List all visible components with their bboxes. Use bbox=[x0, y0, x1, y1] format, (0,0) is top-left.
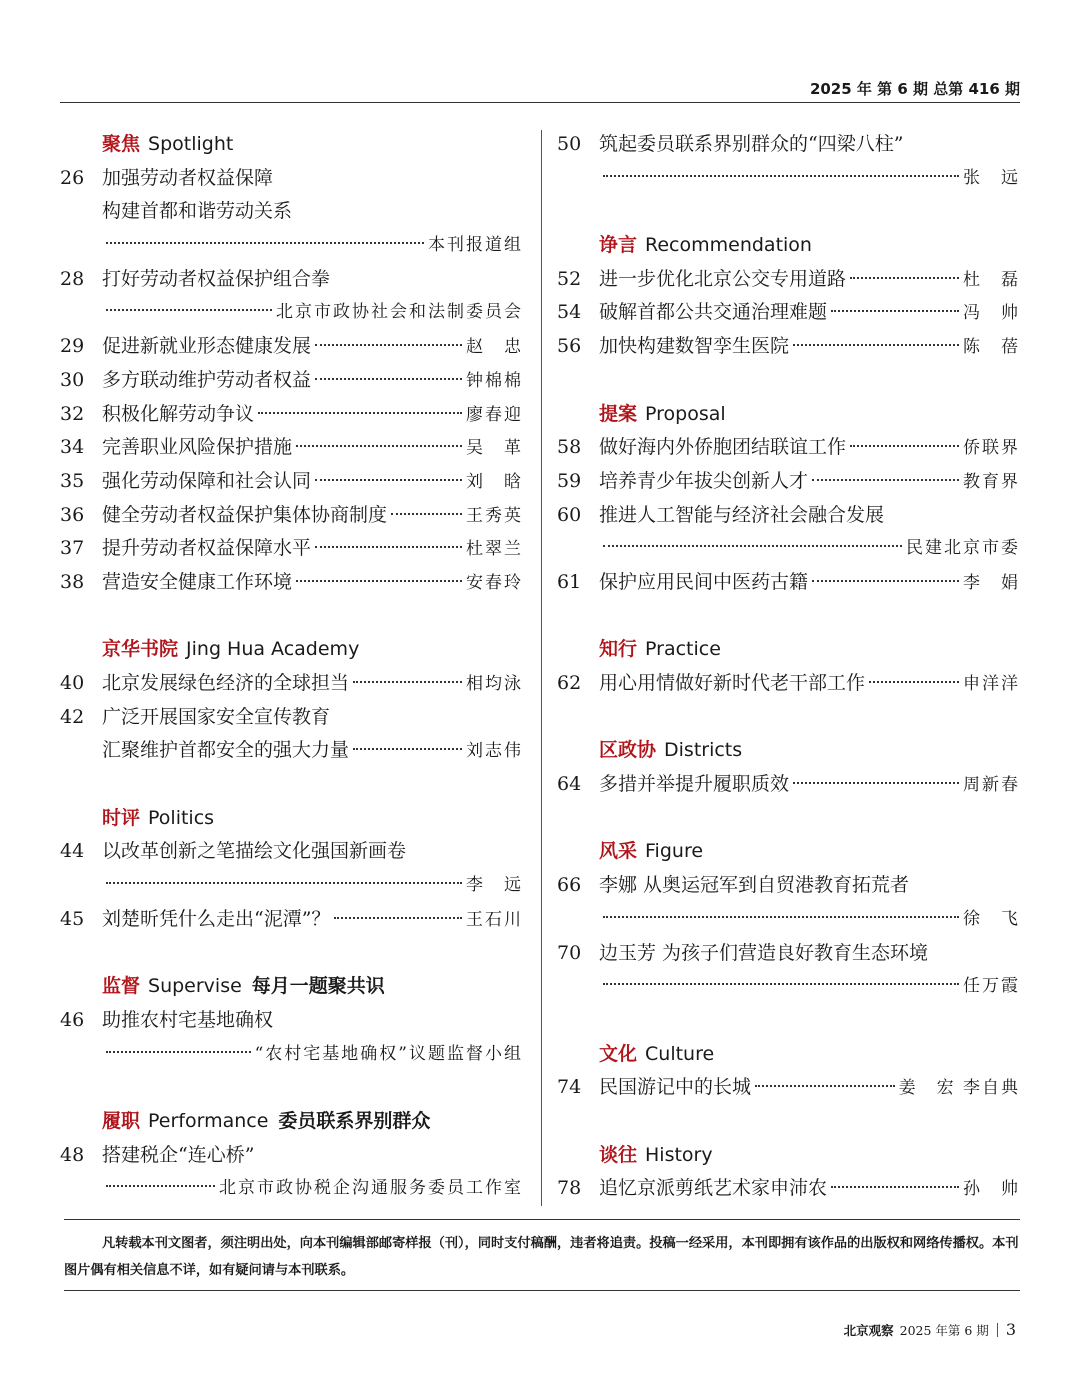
toc-page-number: 45 bbox=[60, 907, 85, 930]
toc-page-number: 70 bbox=[557, 941, 582, 964]
section-heading bbox=[557, 835, 1020, 869]
toc-author: 杜翠兰 bbox=[466, 539, 523, 560]
toc-entry[interactable] bbox=[60, 398, 523, 432]
section-heading bbox=[60, 633, 523, 667]
toc-page-number: 59 bbox=[557, 469, 582, 492]
toc-article-title: 广泛开展国家安全宣传教育 bbox=[102, 705, 331, 728]
toc-page-number: 30 bbox=[60, 368, 85, 391]
section-title-en: History bbox=[645, 1143, 713, 1166]
toc-entry[interactable] bbox=[60, 1139, 523, 1173]
copyright-notice: 凡转载本刊文图者，须注明出处，向本刊编辑部邮寄样报（刊），同时支付稿酬，违者将追责。投稿一经采用，本刊即拥有该作品的出版权和网络传播权。本刊图片偶有相关信息不详，如有疑问请与本刊联系。 bbox=[64, 1236, 1019, 1278]
toc-author: 北京市政协税企沟通服务委员工作室 bbox=[219, 1178, 523, 1199]
toc-entry-body bbox=[102, 903, 523, 938]
section-spacer bbox=[60, 1071, 523, 1105]
toc-article-title: 进一步优化北京公交专用道路 bbox=[599, 267, 847, 290]
toc-entry-body bbox=[599, 768, 1020, 803]
toc-article-title: 民国游记中的长城 bbox=[599, 1076, 752, 1099]
toc-author: 刘志伟 bbox=[466, 741, 523, 762]
toc-author: 本刊报道组 bbox=[428, 235, 523, 256]
dot-leader bbox=[793, 782, 959, 784]
section-title-cn: 风采 bbox=[599, 840, 638, 863]
toc-article-title: 健全劳动者权益保护集体协商制度 bbox=[102, 503, 388, 526]
section-spacer bbox=[557, 1004, 1020, 1038]
toc-page-number: 54 bbox=[557, 301, 582, 324]
toc-article-title: 助推农村宅基地确权 bbox=[102, 1008, 274, 1031]
section-spacer bbox=[557, 701, 1020, 735]
toc-page-number: 44 bbox=[60, 840, 85, 863]
toc-entry-body bbox=[102, 263, 523, 297]
toc-entry[interactable] bbox=[60, 229, 523, 263]
toc-article-title: 多措并举提升履职质效 bbox=[599, 773, 790, 796]
toc-article-title: 做好海内外侨胞团结联谊工作 bbox=[599, 436, 847, 459]
toc-author: 李 远 bbox=[466, 875, 523, 896]
footer-separator bbox=[997, 1323, 998, 1337]
toc-article-title: 促进新就业形态健康发展 bbox=[102, 335, 312, 358]
toc-entry[interactable] bbox=[557, 465, 1020, 499]
toc-article-title: 强化劳动保障和社会认同 bbox=[102, 469, 312, 492]
section-heading bbox=[557, 633, 1020, 667]
toc-entry-body bbox=[102, 1038, 523, 1072]
toc-author: 李 娟 bbox=[963, 572, 1020, 593]
toc-author: 钟棉棉 bbox=[466, 370, 523, 391]
toc-entry[interactable] bbox=[557, 296, 1020, 330]
toc-entry[interactable] bbox=[557, 970, 1020, 1004]
toc-page-number: 37 bbox=[60, 537, 85, 560]
toc-entry[interactable] bbox=[557, 499, 1020, 533]
toc-entry-body bbox=[102, 431, 523, 466]
toc-left-column bbox=[60, 128, 523, 1206]
toc-author: 姜 宏 李自典 bbox=[898, 1078, 1020, 1099]
toc-entry-body bbox=[102, 162, 523, 196]
toc-author: 陈 蓓 bbox=[963, 337, 1020, 358]
section-title-cn: 聚焦 bbox=[102, 133, 141, 155]
toc-entry[interactable] bbox=[557, 128, 1020, 162]
section-title-cn: 提案 bbox=[599, 402, 638, 425]
toc-entry[interactable] bbox=[557, 566, 1020, 600]
section-title-cn: 京华书院 bbox=[102, 638, 179, 661]
dot-leader bbox=[603, 916, 959, 918]
toc-article-title: 边玉芳 为孩子们营造良好教育生态环境 bbox=[599, 941, 929, 964]
toc-page-number: 61 bbox=[557, 570, 582, 593]
toc-author: 任万霞 bbox=[963, 976, 1020, 997]
toc-article-title: 汇聚维护首都安全的强大力量 bbox=[102, 739, 350, 762]
toc-entry[interactable] bbox=[557, 431, 1020, 465]
toc-author: 孙 帅 bbox=[963, 1179, 1020, 1200]
toc-entry-body bbox=[102, 364, 523, 399]
dot-leader bbox=[106, 1051, 251, 1053]
toc-entry[interactable] bbox=[557, 667, 1020, 701]
toc-entry-body bbox=[599, 431, 1020, 466]
toc-entry-body bbox=[102, 1172, 523, 1206]
dot-leader bbox=[603, 983, 959, 985]
section-heading bbox=[557, 1038, 1020, 1072]
toc-author: 杜 磊 bbox=[963, 269, 1020, 290]
toc-author: 相均泳 bbox=[466, 674, 523, 694]
toc-page-number: 26 bbox=[60, 166, 85, 189]
section-heading bbox=[60, 1105, 523, 1139]
toc-article-title: 提升劳动者权益保障水平 bbox=[102, 537, 312, 560]
dot-leader bbox=[315, 344, 462, 346]
toc-entry[interactable] bbox=[60, 835, 523, 869]
toc-page-number: 42 bbox=[60, 705, 85, 728]
dot-leader bbox=[850, 277, 959, 279]
section-title-cn: 谈往 bbox=[599, 1143, 638, 1166]
dot-leader bbox=[850, 445, 959, 447]
toc-author: 王秀英 bbox=[466, 505, 523, 526]
section-heading bbox=[60, 802, 523, 836]
dot-leader bbox=[315, 479, 462, 481]
toc-author: 廖春迎 bbox=[466, 404, 523, 425]
dot-leader bbox=[315, 378, 462, 380]
toc-article-title: 营造安全健康工作环境 bbox=[102, 570, 293, 593]
toc-right-column bbox=[557, 128, 1020, 1206]
notice-bottom-rule bbox=[64, 1290, 1020, 1291]
toc-page-number: 56 bbox=[557, 335, 582, 358]
toc-entry[interactable] bbox=[557, 1172, 1020, 1206]
page-footer bbox=[844, 1320, 1016, 1339]
toc-author: 吴 革 bbox=[466, 438, 523, 459]
top-rule bbox=[60, 102, 1020, 103]
toc-entry[interactable] bbox=[60, 1038, 523, 1072]
toc-article-title: 加强劳动者权益保障 bbox=[102, 166, 274, 189]
toc-entry[interactable] bbox=[60, 532, 523, 566]
toc-entry[interactable] bbox=[60, 734, 523, 768]
toc-article-title: 构建首都和谐劳动关系 bbox=[102, 200, 293, 223]
toc-author: 民建北京市委 bbox=[906, 538, 1020, 559]
toc-entry-body bbox=[102, 869, 523, 903]
toc-article-title: 北京发展绿色经济的全球担当 bbox=[102, 672, 350, 694]
dot-leader bbox=[831, 1186, 959, 1188]
toc-entry-body bbox=[599, 532, 1020, 566]
section-title-cn: 监督 bbox=[102, 975, 141, 998]
toc-article-title: 破解首都公共交通治理难题 bbox=[599, 301, 828, 324]
dot-leader bbox=[831, 310, 959, 312]
toc-entry-body bbox=[102, 398, 523, 433]
toc-entry-body bbox=[102, 1004, 523, 1038]
section-spacer bbox=[60, 768, 523, 802]
dot-leader bbox=[353, 681, 462, 683]
toc-entry-body bbox=[102, 229, 523, 263]
dot-leader bbox=[106, 242, 424, 244]
section-title-cn: 履职 bbox=[102, 1109, 141, 1132]
notice-top-rule bbox=[64, 1219, 1020, 1220]
toc-entry-body bbox=[599, 903, 1020, 937]
section-subtitle: 每月一题聚共识 bbox=[251, 975, 385, 998]
toc-page-number: 60 bbox=[557, 503, 582, 526]
toc-entry-body bbox=[102, 835, 523, 869]
dot-leader bbox=[391, 513, 462, 515]
toc-entry-body bbox=[599, 263, 1020, 298]
toc-entry[interactable] bbox=[60, 566, 523, 600]
toc-entry[interactable] bbox=[60, 162, 523, 196]
dot-leader bbox=[296, 580, 462, 582]
section-title-en: Jing Hua Academy bbox=[186, 638, 360, 661]
toc-entry-body bbox=[102, 566, 523, 601]
dot-leader bbox=[353, 748, 462, 750]
footer-issue: 2025 年第 6 期 bbox=[899, 1322, 989, 1338]
toc-entry-body bbox=[599, 465, 1020, 500]
toc-entry-body bbox=[102, 701, 523, 735]
dot-leader bbox=[106, 309, 272, 311]
section-spacer bbox=[557, 364, 1020, 398]
toc-author: 张 远 bbox=[963, 167, 1020, 188]
section-spacer bbox=[60, 600, 523, 634]
section-title-en: Supervise bbox=[148, 975, 242, 998]
toc-entry[interactable] bbox=[60, 296, 523, 330]
toc-author: 申洋洋 bbox=[963, 674, 1020, 694]
section-spacer bbox=[557, 600, 1020, 634]
toc-page-number: 38 bbox=[60, 570, 85, 593]
toc-entry[interactable] bbox=[557, 330, 1020, 364]
toc-author: 赵 忠 bbox=[466, 337, 523, 358]
toc-entry-body bbox=[599, 566, 1020, 601]
toc-article-title: 培养青少年拔尖创新人才 bbox=[599, 469, 809, 492]
toc-page-number: 52 bbox=[557, 267, 582, 290]
toc-entry[interactable] bbox=[60, 431, 523, 465]
toc-entry[interactable] bbox=[557, 263, 1020, 297]
toc-entry[interactable] bbox=[60, 364, 523, 398]
toc-entry-body bbox=[102, 330, 523, 365]
section-spacer bbox=[60, 937, 523, 971]
toc-article-title: 用心用情做好新时代老干部工作 bbox=[599, 672, 866, 694]
section-subtitle: 委员联系界别群众 bbox=[278, 1109, 431, 1132]
section-spacer bbox=[557, 195, 1020, 229]
toc-article-title: 李娜 从奥运冠军到自贸港教育拓荒者 bbox=[599, 874, 910, 897]
section-title-en: Spotlight bbox=[148, 133, 234, 155]
toc-page-number: 36 bbox=[60, 503, 85, 526]
section-spacer bbox=[557, 802, 1020, 836]
toc-entry-body bbox=[599, 937, 1020, 971]
toc-article-title: 打好劳动者权益保护组合拳 bbox=[102, 267, 331, 290]
toc-author: 教育界 bbox=[963, 471, 1020, 492]
section-title-en: Figure bbox=[645, 840, 704, 863]
toc-article-title: 推进人工智能与经济社会融合发展 bbox=[599, 503, 885, 526]
toc-entry[interactable] bbox=[60, 1004, 523, 1038]
dot-leader bbox=[755, 1085, 895, 1087]
section-heading bbox=[557, 398, 1020, 432]
toc-page-number: 35 bbox=[60, 469, 85, 492]
column-divider bbox=[541, 130, 542, 1206]
toc-entry[interactable] bbox=[557, 1071, 1020, 1105]
toc-entry-body bbox=[599, 1071, 1020, 1106]
dot-leader bbox=[315, 546, 462, 548]
toc-entry-body bbox=[102, 1139, 523, 1173]
toc-entry-body bbox=[599, 296, 1020, 331]
toc-entry-body bbox=[102, 296, 523, 330]
toc-article-title: 积极化解劳动争议 bbox=[102, 402, 255, 425]
issue-header: 2025 年 第 6 期 总第 416 期 bbox=[809, 80, 1020, 98]
toc-author: “农村宅基地确权”议题监督小组 bbox=[254, 1043, 523, 1064]
dot-leader bbox=[603, 175, 959, 177]
toc-page-number: 46 bbox=[60, 1008, 85, 1031]
toc-entry-body bbox=[599, 499, 1020, 533]
toc-page-number: 74 bbox=[557, 1076, 582, 1099]
toc-author: 侨联界 bbox=[963, 438, 1020, 459]
toc-article-title: 筑起委员联系界别群众的“四梁八柱” bbox=[599, 133, 904, 155]
toc-page-number: 66 bbox=[557, 874, 582, 897]
toc-entry-body bbox=[102, 734, 523, 769]
toc-entry[interactable] bbox=[60, 330, 523, 364]
toc-entry[interactable] bbox=[60, 195, 523, 229]
toc-page-number: 29 bbox=[60, 335, 85, 358]
toc-page-number: 62 bbox=[557, 672, 582, 694]
toc-page-number: 78 bbox=[557, 1177, 582, 1200]
toc-author: 安春玲 bbox=[466, 572, 523, 593]
toc-entry[interactable] bbox=[557, 768, 1020, 802]
toc-entry[interactable] bbox=[557, 162, 1020, 196]
section-title-cn: 知行 bbox=[599, 638, 638, 661]
toc-author: 冯 帅 bbox=[963, 303, 1020, 324]
section-title-cn: 区政协 bbox=[599, 739, 657, 762]
section-title-en: Districts bbox=[664, 739, 743, 762]
toc-author: 刘 晗 bbox=[466, 471, 523, 492]
toc-page-number: 32 bbox=[60, 402, 85, 425]
toc-entry-body bbox=[102, 195, 523, 229]
dot-leader bbox=[793, 344, 959, 346]
toc-entry[interactable] bbox=[557, 532, 1020, 566]
footer-page-number: 3 bbox=[1005, 1320, 1016, 1339]
toc-entry[interactable] bbox=[60, 499, 523, 533]
toc-entry-body bbox=[102, 532, 523, 567]
toc-article-title: 追忆京派剪纸艺术家申沛农 bbox=[599, 1177, 828, 1200]
toc-entry-body bbox=[599, 330, 1020, 365]
section-heading bbox=[557, 1139, 1020, 1173]
section-title-en: Proposal bbox=[645, 402, 726, 425]
section-heading bbox=[60, 970, 523, 1004]
footer-magazine-name: 北京观察 bbox=[843, 1322, 894, 1338]
dot-leader bbox=[258, 412, 462, 414]
toc-article-title: 保护应用民间中医药古籍 bbox=[599, 570, 809, 593]
toc-page-number: 50 bbox=[557, 133, 582, 155]
toc-entry[interactable] bbox=[557, 869, 1020, 903]
toc-page-number: 34 bbox=[60, 436, 85, 459]
toc-author: 北京市政协社会和法制委员会 bbox=[276, 302, 523, 323]
section-title-en: Performance bbox=[148, 1109, 269, 1132]
toc-entry-body bbox=[599, 128, 1020, 162]
toc-entry[interactable] bbox=[60, 465, 523, 499]
toc-entry[interactable] bbox=[557, 937, 1020, 971]
toc-entry[interactable] bbox=[60, 869, 523, 903]
toc-article-title: 以改革创新之笔描绘文化强国新画卷 bbox=[102, 840, 407, 863]
section-heading bbox=[557, 229, 1020, 263]
toc-article-title: 多方联动维护劳动者权益 bbox=[102, 368, 312, 391]
toc-article-title: 完善职业风险保护措施 bbox=[102, 436, 293, 459]
toc-entry[interactable] bbox=[60, 701, 523, 735]
section-title-en: Culture bbox=[645, 1042, 715, 1065]
section-spacer bbox=[557, 1105, 1020, 1139]
toc-entry[interactable] bbox=[60, 1172, 523, 1206]
toc-entry[interactable] bbox=[60, 903, 523, 937]
toc-entry[interactable] bbox=[60, 667, 523, 701]
toc-article-title: 搭建税企“连心桥” bbox=[102, 1143, 255, 1166]
dot-leader bbox=[106, 882, 462, 884]
section-title-en: Recommendation bbox=[645, 234, 812, 257]
toc-page-number: 58 bbox=[557, 436, 582, 459]
toc-page-number: 48 bbox=[60, 1143, 85, 1166]
section-title-cn: 时评 bbox=[102, 806, 141, 829]
toc-entry-body bbox=[599, 667, 1020, 702]
toc-article-title: 刘楚昕凭什么走出“泥潭”？ bbox=[102, 907, 331, 930]
section-title-cn: 诤言 bbox=[599, 234, 638, 257]
section-heading bbox=[60, 128, 523, 162]
section-title-cn: 文化 bbox=[599, 1042, 638, 1065]
toc-entry-body bbox=[599, 1172, 1020, 1207]
dot-leader bbox=[334, 917, 462, 919]
toc-entry-body bbox=[102, 667, 523, 702]
toc-entry-body bbox=[599, 970, 1020, 1004]
dot-leader bbox=[296, 445, 462, 447]
toc-author: 徐 飞 bbox=[963, 908, 1020, 929]
dot-leader bbox=[812, 580, 959, 582]
dot-leader bbox=[812, 479, 959, 481]
section-heading bbox=[557, 734, 1020, 768]
section-title-en: Politics bbox=[148, 806, 215, 829]
toc-entry-body bbox=[599, 869, 1020, 903]
toc-page-number: 40 bbox=[60, 672, 85, 694]
dot-leader bbox=[869, 681, 959, 683]
section-title-en: Practice bbox=[645, 638, 721, 661]
toc-author: 王石川 bbox=[466, 909, 523, 930]
toc-entry-body bbox=[102, 499, 523, 534]
toc-entry[interactable] bbox=[557, 903, 1020, 937]
toc-author: 周新春 bbox=[963, 775, 1020, 796]
toc-entry-body bbox=[599, 162, 1020, 196]
toc-article-title: 加快构建数智孪生医院 bbox=[599, 335, 790, 358]
toc-page-number: 28 bbox=[60, 267, 85, 290]
dot-leader bbox=[603, 545, 902, 547]
toc-page-number: 64 bbox=[557, 773, 582, 796]
dot-leader bbox=[106, 1185, 215, 1187]
toc-entry[interactable] bbox=[60, 263, 523, 297]
toc-entry-body bbox=[102, 465, 523, 500]
